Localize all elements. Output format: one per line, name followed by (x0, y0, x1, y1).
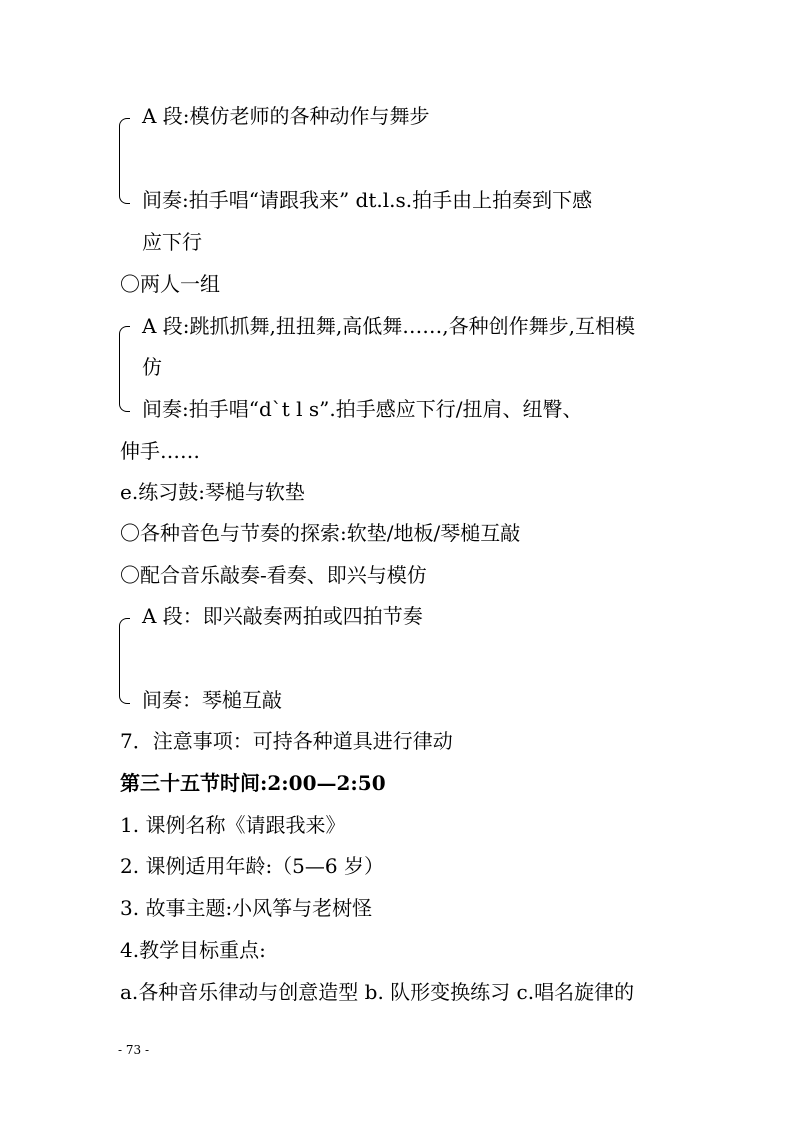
text-line: A 段:跳抓抓舞,扭扭舞,高低舞……,各种创作舞步,互相模 (142, 314, 635, 338)
text-line: 应下行 (142, 230, 202, 254)
bracket-group-3 (119, 618, 130, 704)
text-line: 2. 课例适用年龄:（5—6 岁） (120, 854, 384, 878)
text-line: 〇各种音色与节奏的探索:软垫/地板/琴槌互敲 (120, 521, 521, 545)
text-line: a.各种音乐律动与创意造型 b. 队形变换练习 c.唱名旋律的 (120, 980, 635, 1004)
text-line: A 段：即兴敲奏两拍或四拍节奏 (142, 604, 423, 628)
section-heading: 第三十五节时间:2:00—2:50 (120, 771, 386, 795)
text-line: 间奏:拍手唱“d`t l s”.拍手感应下行/扭肩、纽臀、 (142, 397, 583, 421)
page-number: - 73 - (118, 1043, 150, 1057)
text-line: 伸手…… (120, 439, 200, 463)
text-line: 仿 (142, 355, 162, 379)
text-line: 7．注意事项：可持各种道具进行律动 (120, 729, 453, 753)
text-line: e.练习鼓:琴槌与软垫 (120, 480, 305, 504)
text-line: A 段:模仿老师的各种动作与舞步 (142, 104, 430, 128)
text-line: 4.教学目标重点: (120, 938, 266, 962)
bracket-group-1 (119, 118, 130, 204)
text-line: 3. 故事主题:小风筝与老树怪 (120, 896, 373, 920)
text-line: 〇两人一组 (120, 272, 220, 296)
bracket-group-2 (119, 326, 130, 412)
text-line: 〇配合音乐敲奏-看奏、即兴与模仿 (120, 563, 427, 587)
text-line: 间奏:拍手唱“请跟我来” dt.l.s.拍手由上拍奏到下感 (142, 188, 593, 212)
text-line: 间奏：琴槌互敲 (142, 688, 282, 712)
text-line: 1. 课例名称《请跟我来》 (120, 813, 346, 837)
